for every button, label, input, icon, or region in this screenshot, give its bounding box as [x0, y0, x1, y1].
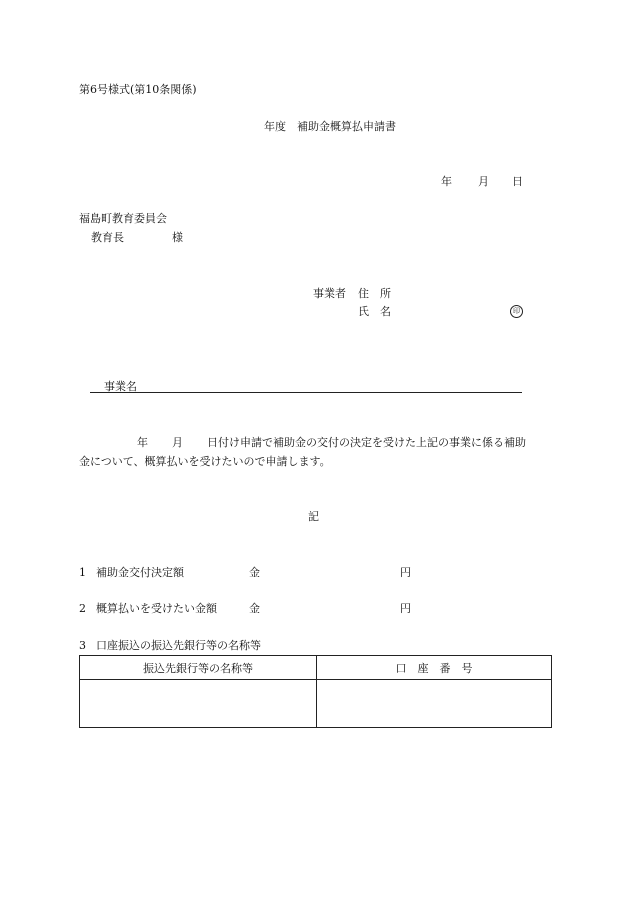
- item-label: 補助金交付決定額: [96, 566, 184, 579]
- applicant-name-label: 氏 名: [358, 305, 391, 318]
- header-bank-name: 振込先銀行等の名称等: [80, 656, 317, 680]
- body-line2: 金について、概算払いを受けたいので申請します。: [79, 455, 331, 468]
- item-kin: 金: [249, 566, 260, 579]
- header-account-number: 口 座 番 号: [317, 656, 552, 680]
- bank-account-table: [79, 655, 552, 728]
- seal-mark: 印: [510, 305, 523, 318]
- date-year: 年: [441, 175, 452, 188]
- applicant-label: 事業者: [313, 287, 346, 300]
- item-number: 2: [79, 602, 86, 615]
- body-month: 月: [172, 436, 183, 449]
- addressee-person: 教育長: [91, 231, 124, 244]
- item-number: 1: [79, 566, 86, 579]
- applicant-address-label: 住 所: [358, 287, 391, 300]
- item-label: 概算払いを受けたい金額: [96, 602, 217, 615]
- item-en: 円: [400, 566, 411, 579]
- table-row: [80, 680, 552, 728]
- project-name-label: 事業名: [104, 380, 137, 393]
- date-day: 日: [512, 175, 523, 188]
- addressee-honorific: 様: [172, 231, 183, 244]
- project-name-underline: [90, 392, 522, 393]
- date-month: 月: [478, 175, 489, 188]
- body-year: 年: [137, 436, 148, 449]
- item-number: 3: [79, 639, 86, 652]
- account-number-cell[interactable]: [317, 680, 552, 728]
- addressee-org: 福島町教育委員会: [79, 212, 167, 225]
- body-line1: 日付け申請で補助金の交付の決定を受けた上記の事業に係る補助: [207, 436, 526, 449]
- item-en: 円: [400, 602, 411, 615]
- page-title: 年度 補助金概算払申請書: [264, 120, 396, 133]
- item-kin: 金: [249, 602, 260, 615]
- item-label: 口座振込の振込先銀行等の名称等: [96, 639, 261, 652]
- ki-heading: 記: [308, 510, 319, 523]
- bank-name-cell[interactable]: [80, 680, 317, 728]
- form-number: 第6号様式(第10条関係): [79, 83, 197, 96]
- table-header-row: [80, 656, 552, 680]
